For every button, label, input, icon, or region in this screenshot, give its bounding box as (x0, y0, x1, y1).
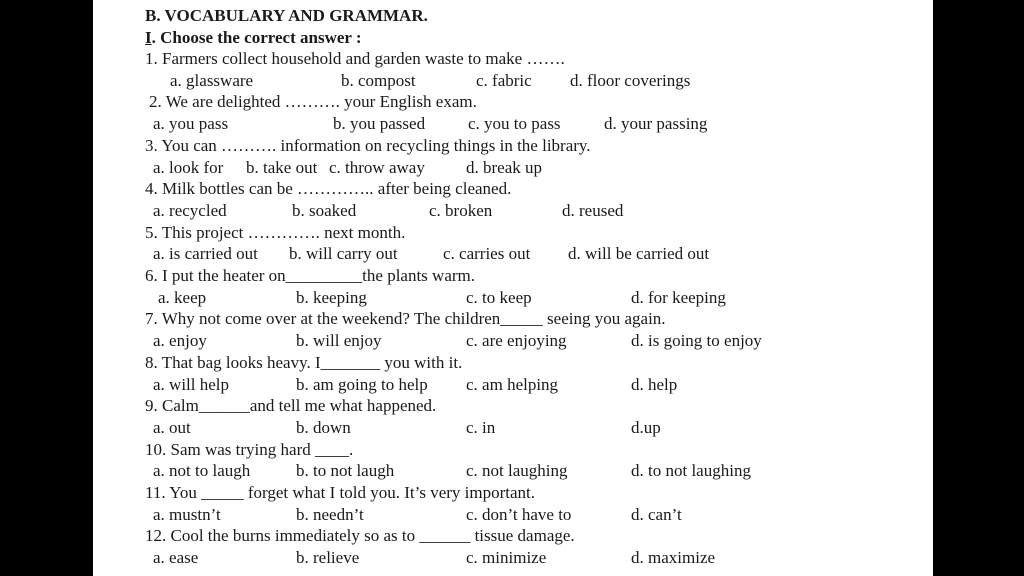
question-4-option-c[interactable]: c. broken (429, 200, 493, 220)
question-12-option-d[interactable]: d. maximize (631, 548, 716, 568)
question-10-option-d[interactable]: d. to not laughing (631, 461, 751, 481)
question-9-option-c[interactable]: c. in (466, 417, 496, 437)
question-8-option-a[interactable]: a. will help (153, 374, 230, 394)
question-9: 9. Calm______and tell me what happened. (145, 396, 437, 416)
question-12: 12. Cool the burns immediately so as to ______ tissue damage. (145, 526, 575, 546)
question-7-option-d[interactable]: d. is going to enjoy (631, 331, 762, 351)
question-6-option-a[interactable]: a. keep (158, 287, 207, 307)
question-5-option-c[interactable]: c. carries out (443, 244, 531, 264)
question-3-option-a[interactable]: a. look for (153, 157, 224, 177)
worksheet-page (93, 0, 933, 576)
question-9-option-b[interactable]: b. down (296, 417, 351, 437)
question-2: 2. We are delighted ………. your English exam. (149, 92, 477, 112)
question-5-option-d[interactable]: d. will be carried out (568, 244, 710, 264)
question-8: 8. That bag looks heavy. I_______ you with it. (145, 352, 463, 372)
question-3-option-b[interactable]: b. take out (246, 157, 318, 177)
question-2-option-b[interactable]: b. you passed (333, 114, 426, 134)
question-8-option-b[interactable]: b. am going to help (296, 374, 428, 394)
question-11-option-b[interactable]: b. needn’t (296, 504, 364, 524)
question-8-option-c[interactable]: c. am helping (466, 374, 559, 394)
question-1: 1. Farmers collect household and garden waste to make ……. (145, 49, 565, 68)
question-11-option-d[interactable]: d. can’t (631, 504, 682, 524)
question-10-option-c[interactable]: c. not laughing (466, 461, 568, 481)
question-1-option-a[interactable]: a. glassware (170, 70, 254, 90)
question-5-option-a[interactable]: a. is carried out (153, 244, 258, 264)
section-title: B. VOCABULARY AND GRAMMAR. (145, 6, 428, 25)
question-4-option-b[interactable]: b. soaked (292, 200, 357, 220)
question-5: 5. This project …………. next month. (145, 222, 406, 242)
part-title (145, 28, 362, 48)
question-8-option-d[interactable]: d. help (631, 374, 678, 394)
question-9-option-d[interactable]: d.up (631, 417, 661, 437)
question-1-option-c[interactable]: c. fabric (476, 70, 532, 90)
question-4-option-d[interactable]: d. reused (562, 200, 624, 220)
question-11-option-a[interactable]: a. mustn’t (153, 504, 221, 524)
question-7-option-a[interactable]: a. enjoy (153, 331, 207, 351)
question-12-option-b[interactable]: b. relieve (296, 548, 360, 568)
question-7: 7. Why not come over at the weekend? The children_____ seeing you again. (145, 309, 666, 329)
question-4-option-a[interactable]: a. recycled (153, 200, 227, 220)
question-10-option-a[interactable]: a. not to laugh (153, 461, 251, 481)
question-12-option-c[interactable]: c. minimize (466, 548, 547, 568)
question-1-option-d[interactable]: d. floor coverings (570, 70, 691, 90)
question-2-option-a[interactable]: a. you pass (153, 114, 229, 134)
part-title-numeral: I (145, 28, 152, 47)
question-4: 4. Milk bottles can be ………….. after being cleaned. (145, 179, 512, 199)
question-9-option-a[interactable]: a. out (153, 417, 191, 437)
question-6-option-c[interactable]: c. to keep (466, 287, 532, 307)
question-2-option-d[interactable]: d. your passing (604, 114, 708, 134)
question-12-option-a[interactable]: a. ease (153, 548, 199, 568)
part-title-text: . Choose the correct answer : (151, 28, 362, 47)
question-11-option-c[interactable]: c. don’t have to (466, 504, 572, 524)
question-6-option-d[interactable]: d. for keeping (631, 287, 726, 307)
question-10-option-b[interactable]: b. to not laugh (296, 461, 395, 481)
question-10: 10. Sam was trying hard ____. (145, 439, 354, 459)
question-5-option-b[interactable]: b. will carry out (289, 244, 398, 264)
question-7-option-b[interactable]: b. will enjoy (296, 331, 382, 351)
question-3-option-d[interactable]: d. break up (466, 157, 543, 177)
question-6-option-b[interactable]: b. keeping (296, 287, 367, 307)
question-11: 11. You _____ forget what I told you. It’s very important. (145, 483, 536, 502)
question-7-option-c[interactable]: c. are enjoying (466, 331, 567, 351)
question-1-option-b[interactable]: b. compost (341, 70, 416, 90)
question-6: 6. I put the heater on_________the plants warm. (145, 266, 476, 285)
question-3-option-c[interactable]: c. throw away (329, 157, 425, 177)
question-2-option-c[interactable]: c. you to pass (468, 114, 561, 134)
question-3: 3. You can ………. information on recycling things in the library. (145, 135, 591, 155)
